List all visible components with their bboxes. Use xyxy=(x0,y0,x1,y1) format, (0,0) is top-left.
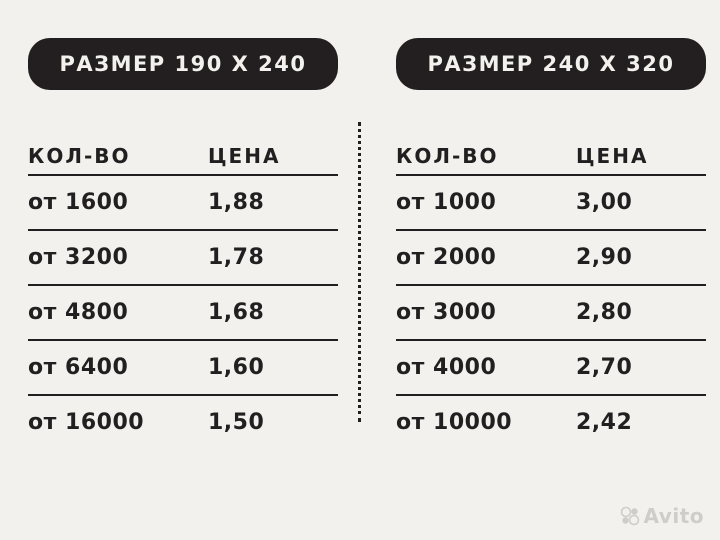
avito-watermark xyxy=(620,504,704,528)
column-header-quantity: КОЛ-ВО xyxy=(28,144,131,168)
avito-watermark-text: Avito xyxy=(643,504,704,528)
table-row xyxy=(396,394,706,449)
cell-quantity: от 4800 xyxy=(28,300,129,325)
size-title-right: РАЗМЕР 240 X 320 xyxy=(396,38,706,90)
cell-price: 2,70 xyxy=(576,355,633,380)
cell-price: 1,68 xyxy=(208,300,265,325)
table-row xyxy=(396,339,706,394)
price-column-left xyxy=(28,38,338,449)
table-row xyxy=(28,284,338,339)
cell-quantity: от 6400 xyxy=(28,355,129,380)
cell-quantity: от 3000 xyxy=(396,300,497,325)
cell-quantity: от 4000 xyxy=(396,355,497,380)
column-header-quantity: КОЛ-ВО xyxy=(396,144,499,168)
cell-price: 1,50 xyxy=(208,410,265,435)
cell-quantity: от 3200 xyxy=(28,245,129,270)
table-row xyxy=(28,174,338,229)
cell-price: 1,78 xyxy=(208,245,265,270)
column-header-price: ЦЕНА xyxy=(576,144,649,168)
price-table-left xyxy=(28,144,338,449)
table-row xyxy=(396,229,706,284)
cell-price: 1,60 xyxy=(208,355,265,380)
cell-price: 3,00 xyxy=(576,190,633,215)
cell-price: 2,90 xyxy=(576,245,633,270)
cell-quantity: от 1600 xyxy=(28,190,129,215)
table-row xyxy=(396,284,706,339)
cell-quantity: от 10000 xyxy=(396,410,513,435)
table-row xyxy=(28,229,338,284)
table-row xyxy=(28,339,338,394)
table-header-right xyxy=(396,144,706,174)
price-table-right xyxy=(396,144,706,449)
cell-quantity: от 2000 xyxy=(396,245,497,270)
cell-quantity: от 1000 xyxy=(396,190,497,215)
table-row xyxy=(28,394,338,449)
price-column-right xyxy=(396,38,706,449)
cell-price: 2,80 xyxy=(576,300,633,325)
table-header-left xyxy=(28,144,338,174)
column-header-price: ЦЕНА xyxy=(208,144,281,168)
size-title-left: РАЗМЕР 190 X 240 xyxy=(28,38,338,90)
cell-price: 1,88 xyxy=(208,190,265,215)
avito-logo-icon xyxy=(620,506,640,526)
table-row xyxy=(396,174,706,229)
cell-price: 2,42 xyxy=(576,410,633,435)
vertical-dotted-divider xyxy=(358,122,361,422)
cell-quantity: от 16000 xyxy=(28,410,145,435)
